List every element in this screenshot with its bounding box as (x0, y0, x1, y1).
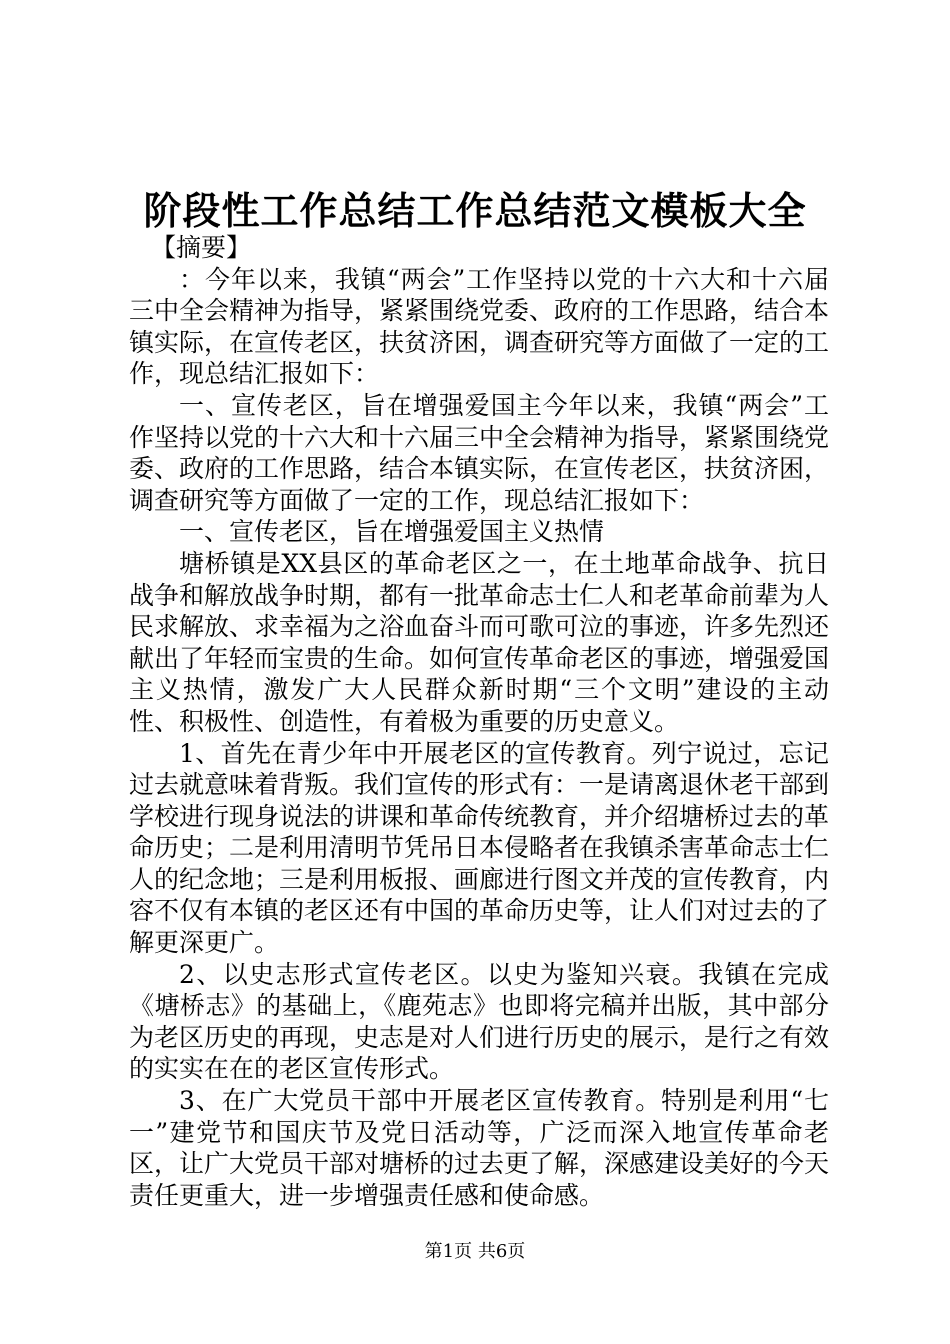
section-heading-1: 一、宣传老区，旨在增强爱国主义热情 (179, 517, 605, 547)
paragraph-item-3: 3、在广大党员干部中开展老区宣传教育。特别是利用“七一”建党节和国庆节及党日活动等，广泛而深入地宣传革命老区，让广大党员干部对塘桥的过去更了解，深感建设美好的今天责任更重大，进一步增强责任感和使命感。 (129, 1086, 830, 1210)
paragraph-tangqiao: 塘桥镇是XX县区的革命老区之一，在土地革命战争、抗日战争和解放战争时期，都有一批革命志士仁人和老革命前辈为人民求解放、求幸福为之浴血奋斗而可歌可泣的事迹，许多先烈还献出了年轻而宝贵的生命。如何宣传革命老区的事迹，增强爱国主义热情，激发广大人民群众新时期“三个文明”建设的主动性、积极性、创造性，有着极为重要的历史意义。 (129, 548, 830, 736)
document-title: 阶段性工作总结工作总结范文模板大全 (143, 188, 807, 233)
abstract-label: 【摘要】 (151, 233, 252, 262)
paragraph-summary: ：今年以来，我镇“两会”工作坚持以党的十六大和十六届三中全会精神为指导，紧紧围绕党委、政府的工作思路，结合本镇实际，在宣传老区，扶贫济困，调查研究等方面做了一定的工作，现总结汇报如下： (129, 264, 830, 389)
paragraph-section-1-intro: 一、宣传老区，旨在增强爱国主今年以来，我镇“两会”工作坚持以党的十六大和十六届三中全会精神为指导，紧紧围绕党委、政府的工作思路，结合本镇实际，在宣传老区，扶贫济困，调查研究等方面做了一定的工作，现总结汇报如下： (129, 390, 830, 515)
page-footer: 第1页 共6页 (424, 1241, 526, 1262)
paragraph-item-1: 1、首先在青少年中开展老区的宣传教育。列宁说过，忘记过去就意味着背叛。我们宣传的形式有：一是请离退休老干部到学校进行现身说法的讲课和革命传统教育，并介绍塘桥过去的革命历史；二是利用清明节凭吊日本侵略者在我镇杀害革命志士仁人的纪念地；三是利用板报、画廊进行图文并茂的宣传教育，内容不仅有本镇的老区还有中国的革命历史等，让人们对过去的了解更深更广。 (129, 738, 830, 958)
paragraph-item-2: 2、以史志形式宣传老区。以史为鉴知兴衰。我镇在完成《塘桥志》的基础上，《鹿苑志》也即将完稿并出版，其中部分为老区历史的再现，史志是对人们进行历史的展示，是行之有效的实实在在的老区宣传形式。 (129, 959, 830, 1084)
document-body (129, 232, 829, 1211)
